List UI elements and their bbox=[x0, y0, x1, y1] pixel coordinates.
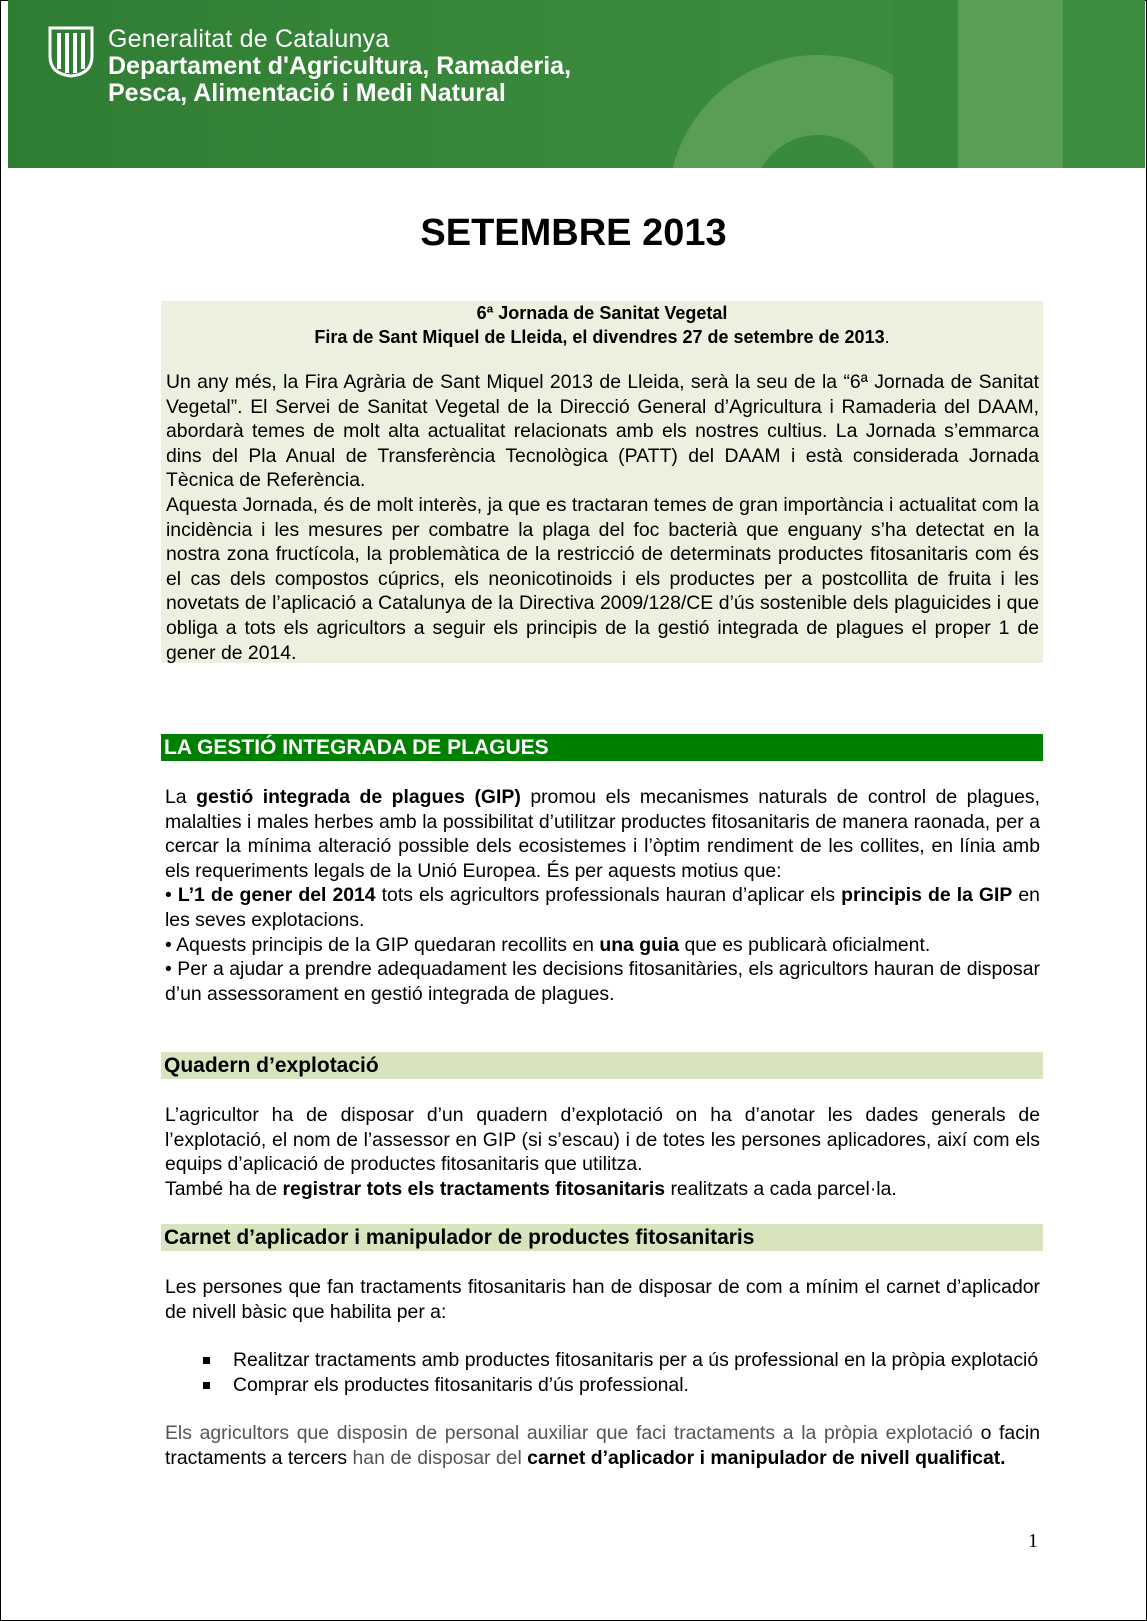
banner-decoration bbox=[893, 0, 958, 168]
quadern-text bbox=[165, 1103, 1040, 1201]
carnet-list bbox=[165, 1348, 1040, 1397]
quadern-paragraph: L’agricultor ha de disposar d’un quadern d’explotació on ha d’anotar les dades generals de l’explotació, el nom de l’assessor en GIP (si s’escau) i de totes les persones aplicadores, així com els equips d’aplicació de productes fitosanitaris que utilitza. bbox=[165, 1104, 1040, 1176]
intro-box bbox=[161, 301, 1043, 663]
carnet-text bbox=[165, 1275, 1040, 1471]
list-item: Comprar els productes fitosanitaris d’ús professional. bbox=[165, 1373, 1040, 1398]
gip-text bbox=[165, 785, 1040, 1006]
organization-name bbox=[108, 26, 571, 107]
carnet-paragraph: Les persones que fan tractaments fitosanitaris han de disposar de com a mínim el carnet d’aplicador de nivell bàsic que habilita per a: bbox=[165, 1276, 1040, 1323]
page-number: 1 bbox=[1028, 1530, 1038, 1552]
page-title: SETEMBRE 2013 bbox=[420, 212, 727, 254]
intro-heading-1: 6ª Jornada de Sanitat Vegetal bbox=[476, 303, 728, 323]
gip-bullet: • Aquests principis de la GIP quedaran recollits en una guia que es publicarà oficialment. bbox=[165, 933, 931, 956]
intro-heading-2: Fira de Sant Miquel de Lleida, el divendres 27 de setembre de 2013. bbox=[314, 327, 890, 347]
org-line-1: Generalitat de Catalunya bbox=[108, 25, 390, 53]
org-line-3: Pesca, Alimentació i Medi Natural bbox=[108, 79, 506, 107]
quadern-paragraph: També ha de registrar tots els tractaments fitosanitaris realitzats a cada parcel·la. bbox=[165, 1177, 897, 1200]
banner-decoration bbox=[958, 0, 1063, 168]
subheading-quadern: Quadern d’explotació bbox=[161, 1052, 1043, 1079]
gip-bullet: • Per a ajudar a prendre adequadament les decisions fitosanitàries, els agricultors hauran de disposar d’un assessorament en gestió integrada de plagues. bbox=[165, 958, 1040, 1005]
header-banner bbox=[8, 0, 1145, 168]
gip-bullet: • L’1 de gener del 2014 tots els agricultors professionals hauran d’aplicar els principis de la GIP en les seves explotacions. bbox=[165, 884, 1040, 931]
list-item: Realitzar tractaments amb productes fitosanitaris per a ús professional en la pròpia explotació bbox=[165, 1348, 1040, 1373]
gip-paragraph: La gestió integrada de plagues (GIP) promou els mecanismes naturals de control de plagues, malalties i males herbes amb la possibilitat d’utilitzar productes fitosanitaris de manera raonada, per a cercar la mínima alteració possible dels ecosistemes i l’òptim rendiment de les collites, en línia amb els requeriments legals de la Unió Europea. És per aquests motius que: bbox=[165, 786, 1040, 882]
org-line-2: Departament d'Agricultura, Ramaderia, bbox=[108, 52, 572, 80]
subheading-carnet: Carnet d’aplicador i manipulador de productes fitosanitaris bbox=[161, 1224, 1043, 1251]
intro-paragraph: Un any més, la Fira Agrària de Sant Miquel 2013 de Lleida, serà la seu de la “6ª Jornada de Sanitat Vegetal”. El Servei de Sanitat Vegetal de la Direcció General d’Agricultura i Ramaderia del DAAM, abordarà temes de molt alta actualitat relacionats amb els nostres cultius. La Jornada s’emmarca dins del Pla Anual de Transferència Tecnològica (PATT) del DAAM i està considerada Jornada Tècnica de Referència. bbox=[166, 371, 1039, 492]
generalitat-logo-icon bbox=[46, 24, 96, 78]
intro-paragraph: Aquesta Jornada, és de molt interès, ja que es tractaran temes de gran importància i actualitat com la incidència i les mesures per combatre la plaga del foc bacterià que enguany s’ha detectat en la nostra zona fructícola, la problemàtica de la restricció de determinats productes fitosanitaris com és el cas dels compostos cúprics, els neonicotinoids i els productes per a postcollita de fruita i les novetats de l’aplicació a Catalunya de la Directiva 2009/128/CE d’ús sostenible dels plaguicides i que obliga a tots els agricultors a seguir els principis de la gestió integrada de plagues el proper 1 de gener de 2014. bbox=[166, 493, 1039, 664]
section-heading-gip: LA GESTIÓ INTEGRADA DE PLAGUES bbox=[161, 734, 1043, 761]
carnet-paragraph: Els agricultors que disposin de personal auxiliar que faci tractaments a la pròpia explotació o facin tractaments a tercers han de disposar del carnet d’aplicador i manipulador de nivell qualificat. bbox=[165, 1422, 1040, 1469]
